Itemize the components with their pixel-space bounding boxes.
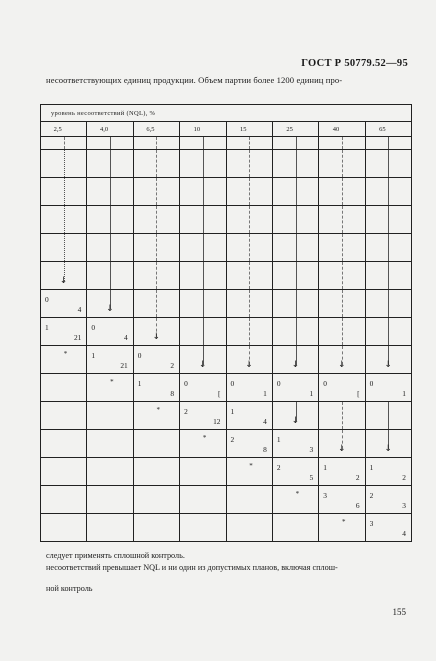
column-header-label: 40 xyxy=(332,125,340,133)
table-cell xyxy=(180,374,226,402)
arrow-down-icon: ↓ xyxy=(59,276,68,286)
table-cell xyxy=(41,486,87,514)
column-header-label: 25 xyxy=(286,125,293,133)
arrow-line xyxy=(64,178,65,205)
table-cell xyxy=(133,458,179,486)
acceptance-number: 0 xyxy=(323,379,327,388)
table-cell xyxy=(319,374,365,402)
table-cell xyxy=(41,290,87,318)
arrow-line xyxy=(203,137,204,149)
table-row xyxy=(41,346,412,374)
arrow-down-icon: ↓ xyxy=(291,360,300,370)
arrow-line xyxy=(203,206,204,233)
table-cell xyxy=(87,178,133,206)
acceptance-number: 0 xyxy=(45,295,49,304)
rejection-number: 21 xyxy=(73,332,82,342)
table-cell xyxy=(272,234,318,262)
table-cell xyxy=(319,290,365,318)
arrow-line xyxy=(388,262,389,289)
acceptance-number: 2 xyxy=(276,463,281,472)
arrow-line xyxy=(249,262,250,289)
table-cell xyxy=(365,150,411,178)
arrow-line xyxy=(296,178,297,205)
column-header xyxy=(180,122,226,137)
table-cell xyxy=(180,178,226,206)
table-row xyxy=(41,402,412,430)
table-cell xyxy=(226,514,272,542)
table-cell xyxy=(319,430,365,458)
table-cell xyxy=(272,178,318,206)
arrow-down-icon: ↓ xyxy=(106,304,114,314)
acceptance-number: 3 xyxy=(369,519,374,528)
column-header xyxy=(133,122,179,137)
table-cell xyxy=(41,234,87,262)
column-headers xyxy=(41,122,412,137)
column-header xyxy=(319,122,365,137)
acceptance-number: 1 xyxy=(276,435,281,444)
table-cell xyxy=(365,402,411,430)
table-cell xyxy=(365,290,411,318)
arrow-down-icon: ↓ xyxy=(384,444,392,454)
full-inspection-mark: * xyxy=(110,378,114,386)
table-cell xyxy=(365,318,411,346)
table-cell xyxy=(226,262,272,290)
rejection-number: [ xyxy=(218,388,221,398)
rejection-number: 5 xyxy=(309,472,314,482)
table-cell xyxy=(319,206,365,234)
sampling-plan-table xyxy=(40,104,412,542)
table-row xyxy=(41,137,412,150)
rejection-number: 1 xyxy=(402,388,406,398)
full-inspection-mark: * xyxy=(156,406,160,414)
arrow-line xyxy=(203,234,204,261)
column-header-label: 6,5 xyxy=(146,125,155,133)
table-cell xyxy=(272,150,318,178)
arrow-line xyxy=(203,262,204,289)
table-cell xyxy=(180,150,226,178)
table-cell xyxy=(41,374,87,402)
table-cell xyxy=(180,137,226,150)
note-line-1: следует применять сплошной контроль. xyxy=(46,551,185,560)
table-cell xyxy=(365,486,411,514)
arrow-line xyxy=(296,262,297,289)
table-cell xyxy=(226,178,272,206)
table-cell xyxy=(272,514,318,542)
table-cell xyxy=(41,402,87,430)
rejection-number: 4 xyxy=(402,528,406,538)
arrow-line xyxy=(388,206,389,233)
table-cell xyxy=(226,150,272,178)
table-cell xyxy=(180,234,226,262)
arrow-line xyxy=(249,206,250,233)
table-cell xyxy=(87,430,133,458)
table-cell xyxy=(87,290,133,318)
table-cell xyxy=(41,430,87,458)
full-inspection-mark: * xyxy=(63,350,68,358)
table-cell xyxy=(226,402,272,430)
page-number: 155 xyxy=(392,607,406,617)
nql-level-label: уровень несоответствий (NQL), % xyxy=(41,105,412,122)
arrow-line xyxy=(388,402,389,429)
rejection-number: 3 xyxy=(402,500,406,510)
arrow-line xyxy=(388,137,389,149)
arrow-line xyxy=(156,137,157,149)
table-cell xyxy=(87,346,133,374)
acceptance-number: 0 xyxy=(91,323,96,332)
table-cell xyxy=(87,514,133,542)
arrow-line xyxy=(342,234,343,261)
arrow-line xyxy=(388,290,389,317)
rejection-number: 2 xyxy=(170,360,175,370)
acceptance-number: 0 xyxy=(184,379,188,388)
arrow-line xyxy=(388,318,389,345)
table-cell xyxy=(365,458,411,486)
arrow-line xyxy=(249,150,250,177)
table-row xyxy=(41,486,412,514)
arrow-line xyxy=(296,234,297,261)
rejection-number: [ xyxy=(357,388,360,398)
acceptance-number: 0 xyxy=(369,379,374,388)
arrow-line xyxy=(203,318,204,345)
table-cell xyxy=(226,290,272,318)
table-cell xyxy=(365,374,411,402)
table-cell xyxy=(87,402,133,430)
table-cell xyxy=(180,346,226,374)
full-inspection-mark: * xyxy=(249,462,253,470)
acceptance-number: 1 xyxy=(45,323,49,332)
column-header-label: 15 xyxy=(239,125,247,133)
table-row xyxy=(41,262,412,290)
arrow-line xyxy=(156,262,157,289)
rejection-number: 4 xyxy=(263,416,267,426)
arrow-line xyxy=(203,150,204,177)
table-cell xyxy=(180,262,226,290)
continuation-line: несоответствующих единиц продукции. Объем партии более 1200 единиц про- xyxy=(46,75,343,85)
table-cell xyxy=(133,290,179,318)
table-cell xyxy=(319,234,365,262)
table-cell xyxy=(272,486,318,514)
rejection-number: 8 xyxy=(263,444,267,454)
table-body xyxy=(41,137,412,542)
column-header xyxy=(41,122,87,137)
column-header-label: 10 xyxy=(193,125,201,133)
table-cell xyxy=(180,290,226,318)
rejection-number: 3 xyxy=(309,444,314,454)
rejection-number: 21 xyxy=(120,360,128,370)
table-cell xyxy=(133,178,179,206)
rejection-number: 4 xyxy=(124,332,128,342)
arrow-line xyxy=(388,234,389,261)
arrow-line xyxy=(342,178,343,205)
rejection-number: 12 xyxy=(213,416,221,426)
arrow-line xyxy=(64,234,65,261)
table-row xyxy=(41,290,412,318)
table-cell xyxy=(180,206,226,234)
acceptance-number: 3 xyxy=(323,491,327,500)
acceptance-number: 1 xyxy=(369,463,374,472)
column-header-label: 65 xyxy=(379,125,386,133)
arrow-line xyxy=(110,137,111,149)
table-row xyxy=(41,430,412,458)
table-cell xyxy=(226,486,272,514)
note-line-3: ной контроль xyxy=(46,584,93,593)
arrow-line xyxy=(110,262,111,289)
arrow-line xyxy=(342,262,343,289)
arrow-line xyxy=(156,234,157,261)
arrow-line xyxy=(110,150,111,177)
table-cell xyxy=(133,346,179,374)
arrow-down-icon: ↓ xyxy=(384,360,392,370)
rejection-number: 6 xyxy=(355,500,360,510)
arrow-line xyxy=(64,150,65,177)
table-cell xyxy=(365,262,411,290)
column-header xyxy=(87,122,133,137)
table-cell xyxy=(272,137,318,150)
table-cell xyxy=(41,514,87,542)
table-cell xyxy=(87,458,133,486)
rejection-number: 1 xyxy=(309,388,314,398)
arrow-line xyxy=(388,150,389,177)
arrow-down-icon: ↓ xyxy=(152,332,160,342)
table-cell xyxy=(365,234,411,262)
arrow-line xyxy=(203,290,204,317)
arrow-line xyxy=(249,178,250,205)
arrow-line xyxy=(156,150,157,177)
arrow-line xyxy=(342,137,343,149)
table-cell xyxy=(41,262,87,290)
table-cell xyxy=(133,374,179,402)
arrow-line xyxy=(296,150,297,177)
acceptance-number: 1 xyxy=(323,463,327,472)
arrow-line xyxy=(110,178,111,205)
arrow-line xyxy=(249,137,250,149)
table-row xyxy=(41,318,412,346)
arrow-line xyxy=(249,234,250,261)
table-cell xyxy=(133,430,179,458)
arrow-line xyxy=(249,290,250,317)
table-cell xyxy=(87,137,133,150)
column-header-label: 2,5 xyxy=(53,125,62,133)
table-cell xyxy=(365,206,411,234)
table-cell xyxy=(87,486,133,514)
arrow-line xyxy=(342,318,343,345)
table-cell xyxy=(87,374,133,402)
table-cell xyxy=(272,430,318,458)
rejection-number: 2 xyxy=(355,472,360,482)
arrow-line xyxy=(388,178,389,205)
arrow-line xyxy=(203,178,204,205)
arrow-line xyxy=(296,137,297,149)
table-cell xyxy=(180,318,226,346)
table-cell xyxy=(319,346,365,374)
full-inspection-mark: * xyxy=(202,434,207,442)
table-row xyxy=(41,458,412,486)
table-cell xyxy=(365,346,411,374)
note-line-2: несоответствий превышает NQL и ни один из допустимых планов, включая сплош- xyxy=(46,563,338,572)
table-cell xyxy=(41,178,87,206)
arrow-line xyxy=(64,137,65,149)
arrow-line xyxy=(342,206,343,233)
table-cell xyxy=(87,150,133,178)
table-cell xyxy=(87,206,133,234)
table-cell xyxy=(319,458,365,486)
table-cell xyxy=(272,374,318,402)
table-cell xyxy=(226,430,272,458)
table-cell xyxy=(272,290,318,318)
table-cell xyxy=(319,486,365,514)
rejection-number: 2 xyxy=(402,472,406,482)
table-cell xyxy=(319,514,365,542)
arrow-down-icon: ↓ xyxy=(337,360,346,370)
table-cell xyxy=(226,137,272,150)
column-header xyxy=(365,122,411,137)
arrow-line xyxy=(64,206,65,233)
table-cell xyxy=(41,150,87,178)
table-cell xyxy=(180,458,226,486)
table-cell xyxy=(226,318,272,346)
table-cell xyxy=(87,234,133,262)
column-header-label: 4,0 xyxy=(100,125,109,133)
arrow-line xyxy=(342,290,343,317)
table-cell xyxy=(180,514,226,542)
arrow-line xyxy=(110,234,111,261)
table-row xyxy=(41,514,412,542)
acceptance-number: 2 xyxy=(230,435,235,444)
arrow-line xyxy=(296,318,297,345)
table-cell xyxy=(272,346,318,374)
table-cell xyxy=(365,514,411,542)
table-cell xyxy=(365,430,411,458)
arrow-line xyxy=(156,290,157,317)
table-row xyxy=(41,206,412,234)
table-cell xyxy=(41,318,87,346)
table-cell xyxy=(180,402,226,430)
full-inspection-mark: * xyxy=(341,518,346,526)
table-cell xyxy=(319,402,365,430)
arrow-line xyxy=(342,150,343,177)
rejection-number: 8 xyxy=(170,388,175,398)
table-row xyxy=(41,150,412,178)
table-cell xyxy=(133,486,179,514)
acceptance-number: 2 xyxy=(184,407,188,416)
table-cell xyxy=(319,318,365,346)
table-cell xyxy=(226,206,272,234)
acceptance-number: 2 xyxy=(369,491,374,500)
table-cell xyxy=(319,150,365,178)
table-cell xyxy=(41,346,87,374)
arrow-line xyxy=(296,290,297,317)
table-cell xyxy=(226,458,272,486)
arrow-down-icon: ↓ xyxy=(198,360,207,370)
column-header xyxy=(226,122,272,137)
acceptance-number: 1 xyxy=(137,379,142,388)
arrow-line xyxy=(342,402,343,429)
arrow-line xyxy=(156,178,157,205)
arrow-line xyxy=(296,206,297,233)
acceptance-number: 1 xyxy=(230,407,235,416)
table-cell xyxy=(319,178,365,206)
full-inspection-mark: * xyxy=(295,490,300,498)
table-row xyxy=(41,374,412,402)
arrow-down-icon: ↓ xyxy=(291,416,300,426)
table-cell xyxy=(41,206,87,234)
table-cell xyxy=(87,318,133,346)
table-cell xyxy=(226,374,272,402)
table-cell xyxy=(133,234,179,262)
table-cell xyxy=(226,234,272,262)
column-header xyxy=(272,122,318,137)
arrow-down-icon: ↓ xyxy=(245,360,253,370)
rejection-number: 4 xyxy=(77,304,82,314)
table-cell xyxy=(272,402,318,430)
table-cell xyxy=(180,430,226,458)
arrow-line xyxy=(110,206,111,233)
acceptance-number: 0 xyxy=(276,379,281,388)
table-row xyxy=(41,178,412,206)
table-cell xyxy=(133,262,179,290)
table-cell xyxy=(41,458,87,486)
table-cell xyxy=(133,150,179,178)
table-cell xyxy=(133,514,179,542)
table-cell xyxy=(87,262,133,290)
table-cell xyxy=(319,262,365,290)
table-cell xyxy=(365,178,411,206)
table-cell xyxy=(180,486,226,514)
table-cell xyxy=(365,137,411,150)
table-cell xyxy=(133,137,179,150)
acceptance-number: 1 xyxy=(91,351,96,360)
table-cell xyxy=(41,137,87,150)
table-cell xyxy=(319,137,365,150)
acceptance-number: 0 xyxy=(137,351,142,360)
arrow-line xyxy=(249,318,250,345)
standard-code: ГОСТ Р 50779.52—95 xyxy=(301,58,408,69)
table-cell xyxy=(133,206,179,234)
table-cell xyxy=(133,402,179,430)
table-cell xyxy=(272,206,318,234)
arrow-line xyxy=(156,206,157,233)
table-cell xyxy=(272,458,318,486)
table-cell xyxy=(133,318,179,346)
acceptance-number: 0 xyxy=(230,379,235,388)
table-row xyxy=(41,234,412,262)
rejection-number: 1 xyxy=(263,388,267,398)
table-cell xyxy=(272,318,318,346)
table-cell xyxy=(226,346,272,374)
table-cell xyxy=(272,262,318,290)
arrow-down-icon: ↓ xyxy=(337,444,346,454)
